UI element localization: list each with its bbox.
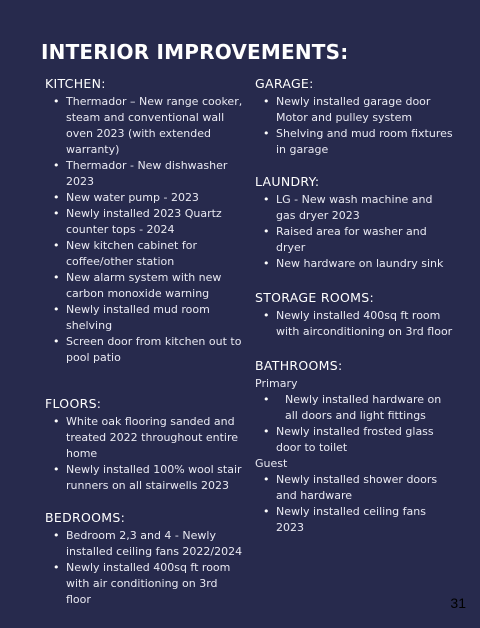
list-item: • Screen door from kitchen out to pool patio <box>45 334 245 366</box>
list-item: • New alarm system with new carbon monoxide warning <box>45 270 245 302</box>
kitchen-section <box>45 76 245 366</box>
guest-label: Guest <box>255 457 288 470</box>
laundry-section <box>255 174 455 272</box>
list-item: • New hardware on laundry sink <box>255 256 455 272</box>
list-item: • Bedroom 2,3 and 4 - Newly installed ceiling fans 2022/2024 <box>45 528 245 560</box>
garage-list <box>255 94 455 158</box>
storage-heading: STORAGE ROOMS: <box>255 290 374 305</box>
list-item: • Newly installed shower doors and hardware <box>255 472 455 504</box>
list-item: • White oak flooring sanded and treated 2022 throughout entire home <box>45 414 245 462</box>
bathrooms-heading: BATHROOMS: <box>255 358 343 373</box>
laundry-heading: LAUNDRY: <box>255 174 320 189</box>
list-item: • Newly installed mud room shelving <box>45 302 245 334</box>
left-column <box>45 76 245 628</box>
list-item: • Newly installed frosted glass door to toilet <box>255 424 455 456</box>
primary-label: Primary <box>255 377 298 390</box>
list-item: • Newly installed garage door Motor and pulley system <box>255 94 455 126</box>
list-item: • Shelving and mud room fixtures in garage <box>255 126 455 158</box>
garage-heading: GARAGE: <box>255 76 314 91</box>
list-item: • Thermador - New dishwasher 2023 <box>45 158 245 190</box>
bedrooms-list <box>45 528 245 608</box>
kitchen-heading: KITCHEN: <box>45 76 106 91</box>
primary-list <box>255 392 455 456</box>
floors-list <box>45 414 245 494</box>
page-number: 31 <box>450 595 466 611</box>
right-column <box>255 76 455 556</box>
bathrooms-section <box>255 358 455 536</box>
guest-list <box>255 472 455 536</box>
list-item: • Newly installed 100% wool stair runners on all stairwells 2023 <box>45 462 245 494</box>
garage-section <box>255 76 455 158</box>
list-item: • Newly installed 2023 Quartz counter tops - 2024 <box>45 206 245 238</box>
kitchen-list <box>45 94 245 366</box>
floors-heading: FLOORS: <box>45 396 102 411</box>
page-title: INTERIOR IMPROVEMENTS: <box>41 40 349 64</box>
list-item: • LG - New wash machine and gas dryer 2023 <box>255 192 455 224</box>
list-item: • Newly installed 400sq ft room with air conditioning on 3rd floor <box>45 560 245 608</box>
list-item: • Thermador – New range cooker, steam and conventional wall oven 2023 (with extended warranty) <box>45 94 245 158</box>
bedrooms-heading: BEDROOMS: <box>45 510 126 525</box>
storage-list <box>255 308 455 340</box>
list-item: • Newly installed ceiling fans 2023 <box>255 504 455 536</box>
list-item: • Raised area for washer and dryer <box>255 224 455 256</box>
list-item: • Newly installed hardware on all doors and light fittings <box>255 392 455 424</box>
list-item: • New kitchen cabinet for coffee/other station <box>45 238 245 270</box>
list-item: • New water pump - 2023 <box>45 190 245 206</box>
laundry-list <box>255 192 455 272</box>
floors-section <box>45 396 245 494</box>
list-item: • Newly installed 400sq ft room with airconditioning on 3rd floor <box>255 308 455 340</box>
storage-section <box>255 290 455 340</box>
bedrooms-section <box>45 510 245 608</box>
